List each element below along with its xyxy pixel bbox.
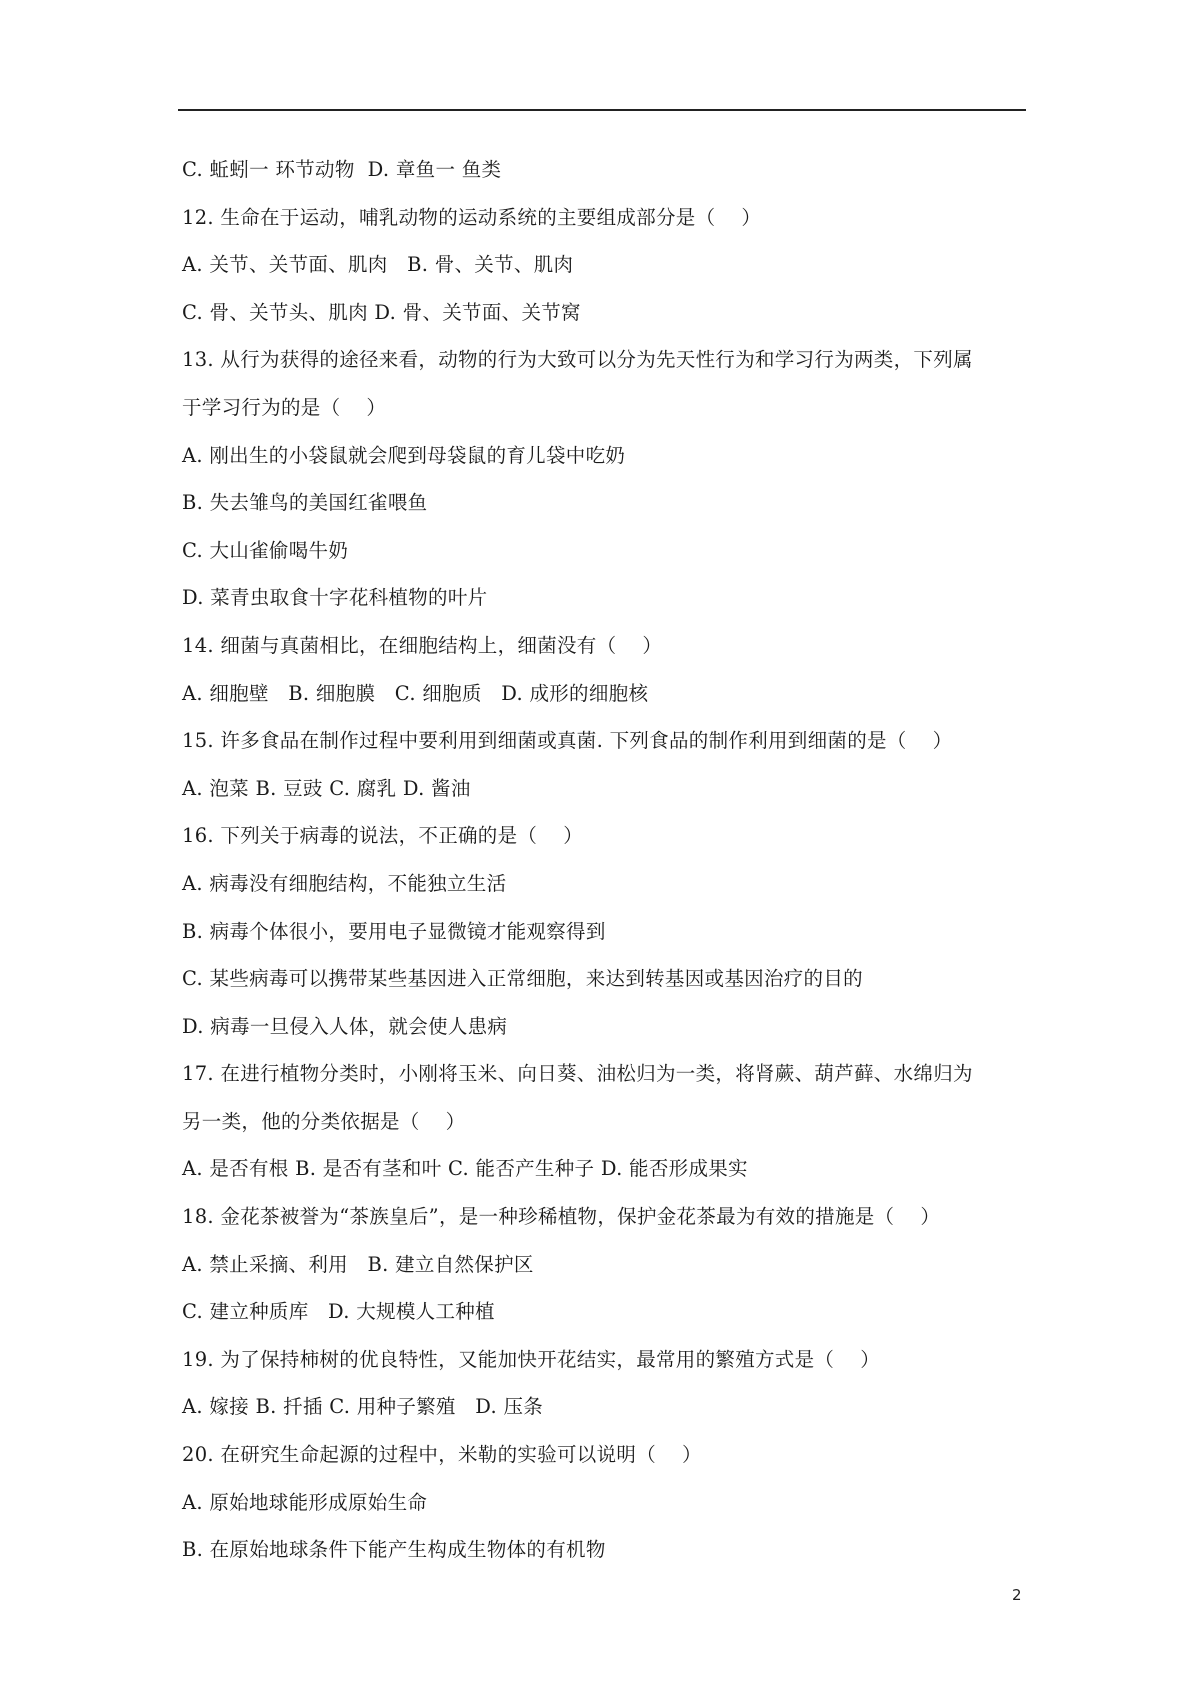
answer-option: A. 原始地球能形成原始生命	[182, 1490, 428, 1514]
answer-option: D. 菜青虫取食十字花科植物的叶片	[182, 586, 488, 610]
answer-option: A. 病毒没有细胞结构，不能独立生活	[182, 871, 507, 895]
document-body	[182, 153, 1032, 1581]
answer-option: B. 在原始地球条件下能产生构成生物体的有机物	[182, 1538, 606, 1562]
question-13: 13. 从行为获得的途径来看，动物的行为大致可以分为先天性行为和学习行为两类，下列属	[182, 348, 973, 372]
answer-options: A. 关节、关节面、肌肉 B. 骨、关节、肌肉	[182, 253, 574, 277]
text-line: C. 蚯蚓一 环节动物 D. 章鱼一 鱼类	[182, 158, 502, 181]
answer-option: A. 刚出生的小袋鼠就会爬到母袋鼠的育儿袋中吃奶	[182, 443, 626, 467]
answer-option: D. 病毒一旦侵入人体，就会使人患病	[182, 1014, 508, 1038]
answer-options: A. 泡菜 B. 豆豉 C. 腐乳 D. 酱油	[182, 776, 471, 800]
question-15: 15. 许多食品在制作过程中要利用到细菌或真菌. 下列食品的制作利用到细菌的是（ ）	[182, 729, 953, 753]
answer-option: C. 某些病毒可以携带某些基因进入正常细胞，来达到转基因或基因治疗的目的	[182, 967, 863, 991]
question-18: 18. 金花茶被誉为“茶族皇后”，是一种珍稀植物，保护金花茶最为有效的措施是（ ）	[182, 1205, 941, 1229]
page-number: 2	[1012, 1586, 1022, 1604]
question-17: 17. 在进行植物分类时，小刚将玉米、向日葵、油松归为一类，将肾蕨、葫芦藓、水绵归为	[182, 1062, 973, 1086]
answer-options: A. 嫁接 B. 扦插 C. 用种子繁殖 D. 压条	[182, 1395, 544, 1419]
answer-options: C. 建立种质库 D. 大规模人工种植	[182, 1300, 495, 1324]
answer-options: A. 是否有根 B. 是否有茎和叶 C. 能否产生种子 D. 能否形成果实	[182, 1157, 748, 1181]
answer-options: A. 禁止采摘、利用 B. 建立自然保护区	[182, 1252, 534, 1276]
question-12: 12. 生命在于运动，哺乳动物的运动系统的主要组成部分是（ ）	[182, 205, 762, 229]
answer-option: C. 大山雀偷喝牛奶	[182, 538, 349, 562]
question-14: 14. 细菌与真菌相比，在细胞结构上，细菌没有（ ）	[182, 633, 663, 657]
answer-option: B. 失去雏鸟的美国红雀喂鱼	[182, 491, 428, 515]
question-19: 19. 为了保持柿树的优良特性，又能加快开花结实，最常用的繁殖方式是（ ）	[182, 1347, 881, 1371]
question-13-continued: 于学习行为的是（ ）	[182, 395, 387, 419]
answer-options: C. 骨、关节头、肌肉 D. 骨、关节面、关节窝	[182, 300, 581, 324]
question-20: 20. 在研究生命起源的过程中，米勒的实验可以说明（ ）	[182, 1443, 702, 1467]
question-17-continued: 另一类，他的分类依据是（ ）	[182, 1109, 466, 1133]
answer-option: B. 病毒个体很小，要用电子显微镜才能观察得到	[182, 919, 606, 943]
question-16: 16. 下列关于病毒的说法，不正确的是（ ）	[182, 824, 584, 848]
answer-options: A. 细胞壁 B. 细胞膜 C. 细胞质 D. 成形的细胞核	[182, 681, 649, 705]
header-rule	[178, 109, 1026, 111]
